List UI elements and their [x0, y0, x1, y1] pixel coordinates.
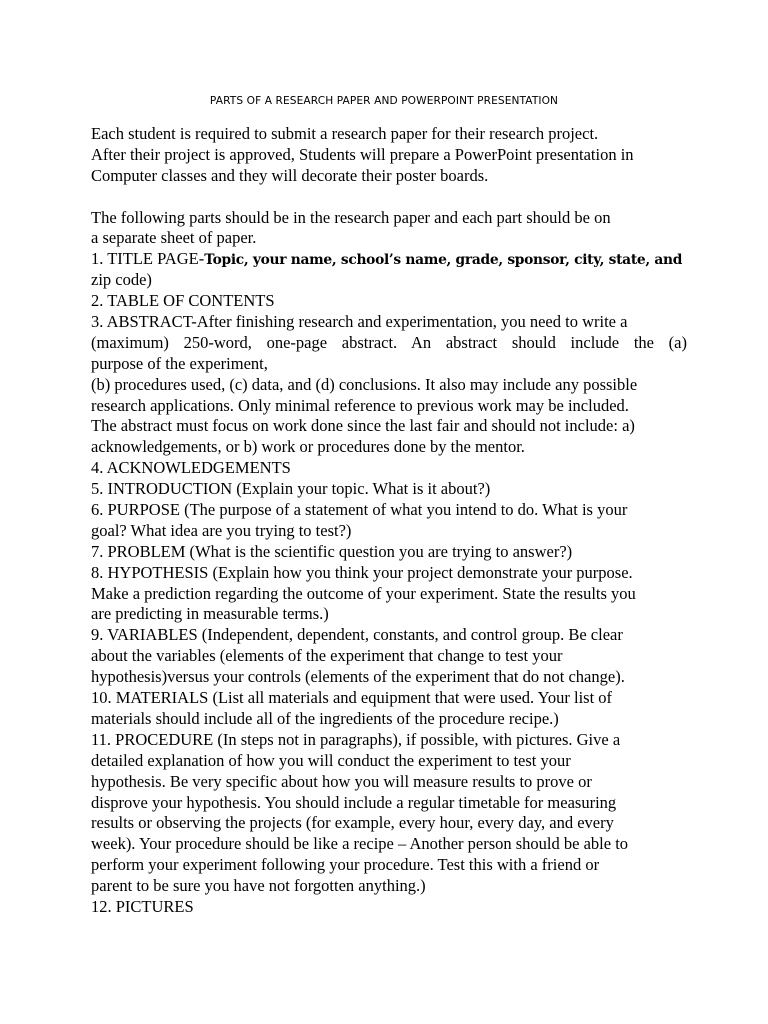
list-item-materials	[91, 688, 687, 730]
text-line: hypothesis. Be very specific about how you will measure results to prove or	[91, 771, 592, 791]
blank-line	[91, 187, 687, 208]
list-item-table-of-contents: 2. TABLE OF CONTENTS	[91, 291, 275, 311]
text-line: a separate sheet of paper.	[91, 228, 257, 248]
text-line	[91, 249, 687, 270]
text-line: materials should include all of the ingredients of the procedure recipe.)	[91, 708, 559, 728]
list-item-purpose	[91, 500, 687, 542]
text-line: 3. ABSTRACT-After finishing research and experimentation, you need to write a	[91, 312, 628, 332]
list-item-problem: 7. PROBLEM (What is the scientific question you are trying to answer?)	[91, 541, 573, 561]
text-line: results or observing the projects (for example, every hour, every day, and every	[91, 813, 614, 833]
text-line: Make a prediction regarding the outcome of your experiment. State the results you	[91, 583, 636, 603]
text-line: about the variables (elements of the experiment that change to test your	[91, 646, 563, 666]
parts-intro-paragraph	[91, 208, 687, 250]
text-line: goal? What idea are you trying to test?)	[91, 520, 352, 540]
list-item-variables	[91, 625, 687, 688]
list-item-hypothesis	[91, 563, 687, 626]
list-item-abstract	[91, 312, 687, 458]
text-line: are predicting in measurable terms.)	[91, 604, 329, 624]
text-line: Computer classes and they will decorate their poster boards.	[91, 165, 489, 185]
text-line: research applications. Only minimal reference to previous work may be included.	[91, 395, 629, 415]
document-body	[91, 124, 687, 918]
text-line: parent to be sure you have not forgotten anything.)	[91, 876, 426, 896]
text-line: 9. VARIABLES (Independent, dependent, constants, and control group. Be clear	[91, 625, 623, 645]
text-line: 6. PURPOSE (The purpose of a statement of what you intend to do. What is your	[91, 500, 628, 520]
text-line: perform your experiment following your procedure. Test this with a friend or	[91, 855, 600, 875]
text-line: hypothesis)versus your controls (elements of the experiment that do not change).	[91, 667, 625, 687]
list-item-acknowledgements: 4. ACKNOWLEDGEMENTS	[91, 458, 291, 478]
text-line: week). Your procedure should be like a recipe – Another person should be able to	[91, 834, 629, 854]
text-line: 8. HYPOTHESIS (Explain how you think your project demonstrate your purpose.	[91, 562, 633, 582]
list-item-introduction: 5. INTRODUCTION (Explain your topic. What is it about?)	[91, 479, 491, 499]
text-line: (maximum) 250-word, one-page abstract. An abstract should include the (a)	[91, 332, 687, 352]
list-item-procedure	[91, 730, 687, 897]
text-line: purpose of the experiment,	[91, 353, 268, 373]
list-item-pictures: 12. PICTURES	[91, 896, 194, 916]
text-line: The following parts should be in the research paper and each part should be on	[91, 207, 611, 227]
text-line: disprove your hypothesis. You should include a regular timetable for measuring	[91, 792, 617, 812]
text-line: (b) procedures used, (c) data, and (d) conclusions. It also may include any possible	[91, 374, 638, 394]
text-line: acknowledgements, or b) work or procedures done by the mentor.	[91, 437, 525, 457]
text-line: After their project is approved, Students will prepare a PowerPoint presentation in	[91, 144, 634, 164]
item-bold-text: Topic, your name, school’s name, grade, sponsor, city, state, and	[204, 252, 683, 269]
intro-paragraph	[91, 124, 687, 187]
text-line: The abstract must focus on work done since the last fair and should not include: a)	[91, 416, 635, 436]
text-line: 10. MATERIALS (List all materials and equipment that were used. Your list of	[91, 688, 613, 708]
text-line: detailed explanation of how you will conduct the experiment to test your	[91, 750, 571, 770]
text-line: 11. PROCEDURE (In steps not in paragraphs), if possible, with pictures. Give a	[91, 729, 621, 749]
text-line: Each student is required to submit a research paper for their research project.	[91, 124, 599, 143]
document-title: PARTS OF A RESEARCH PAPER AND POWERPOINT PRESENTATION	[209, 95, 559, 107]
item-label: 1. TITLE PAGE-	[91, 249, 205, 269]
text-line: zip code)	[91, 270, 152, 290]
list-item-title-page	[91, 249, 687, 291]
